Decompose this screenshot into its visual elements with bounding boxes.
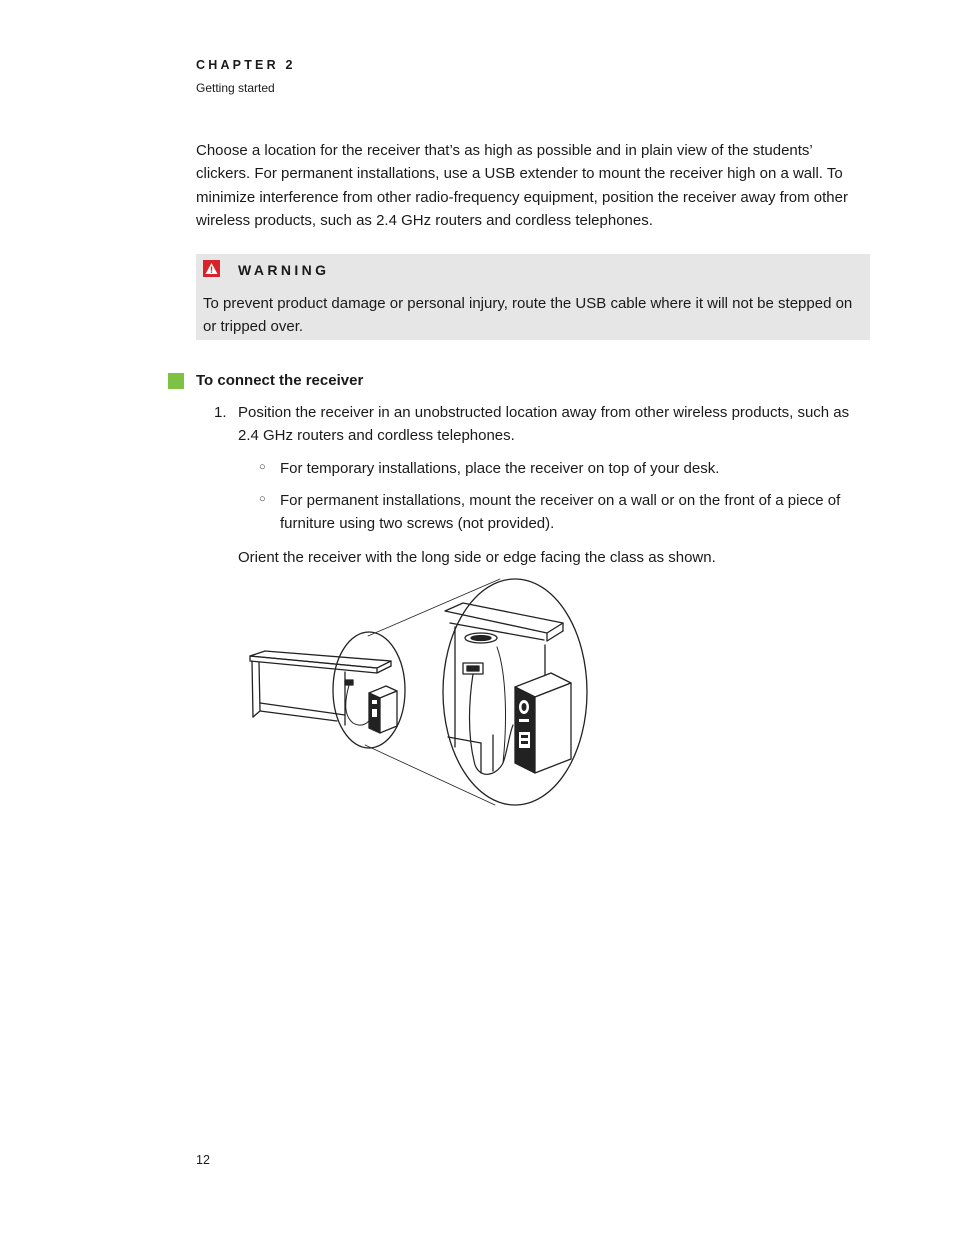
step-text: Position the receiver in an unobstructed location away from other wireless products, such as 2.4 GHz routers and cordless telephones. [238, 404, 850, 445]
warning-text: To prevent product damage or personal injury, route the USB cable where it will not be stepped on or tripped over. [203, 295, 853, 336]
bullet-marker: ○ [259, 461, 266, 473]
step-number: 1. [214, 404, 227, 421]
page-number: 12 [196, 1153, 210, 1167]
intro-paragraph: Choose a location for the receiver that’s as high as possible and in plain view of the students’ clickers. For permanent installations, use a USB extender to mount the receiver high on a wall. To minimize interference from other radio-frequency equipment, position the receiver away from other wireless products, such as 2.4 GHz routers and cordless telephones. [196, 142, 848, 229]
procedure-marker [168, 373, 184, 389]
chapter-subtitle: Getting started [196, 81, 275, 95]
bullet-item: For temporary installations, place the receiver on top of your desk. [280, 460, 720, 477]
bullet-marker: ○ [259, 493, 266, 505]
warning-triangle-icon [203, 260, 220, 277]
procedure-title: To connect the receiver [196, 372, 364, 389]
chapter-label: CHAPTER 2 [196, 58, 296, 72]
warning-title: WARNING [238, 262, 330, 278]
bullet-item: For permanent installations, mount the receiver on a wall or on the front of a piece of furniture using two screws (not provided). [280, 492, 841, 533]
orient-note: Orient the receiver with the long side or edge facing the class as shown. [238, 549, 716, 566]
warning-box [196, 254, 870, 340]
receiver-on-desk-illustration [245, 575, 595, 810]
